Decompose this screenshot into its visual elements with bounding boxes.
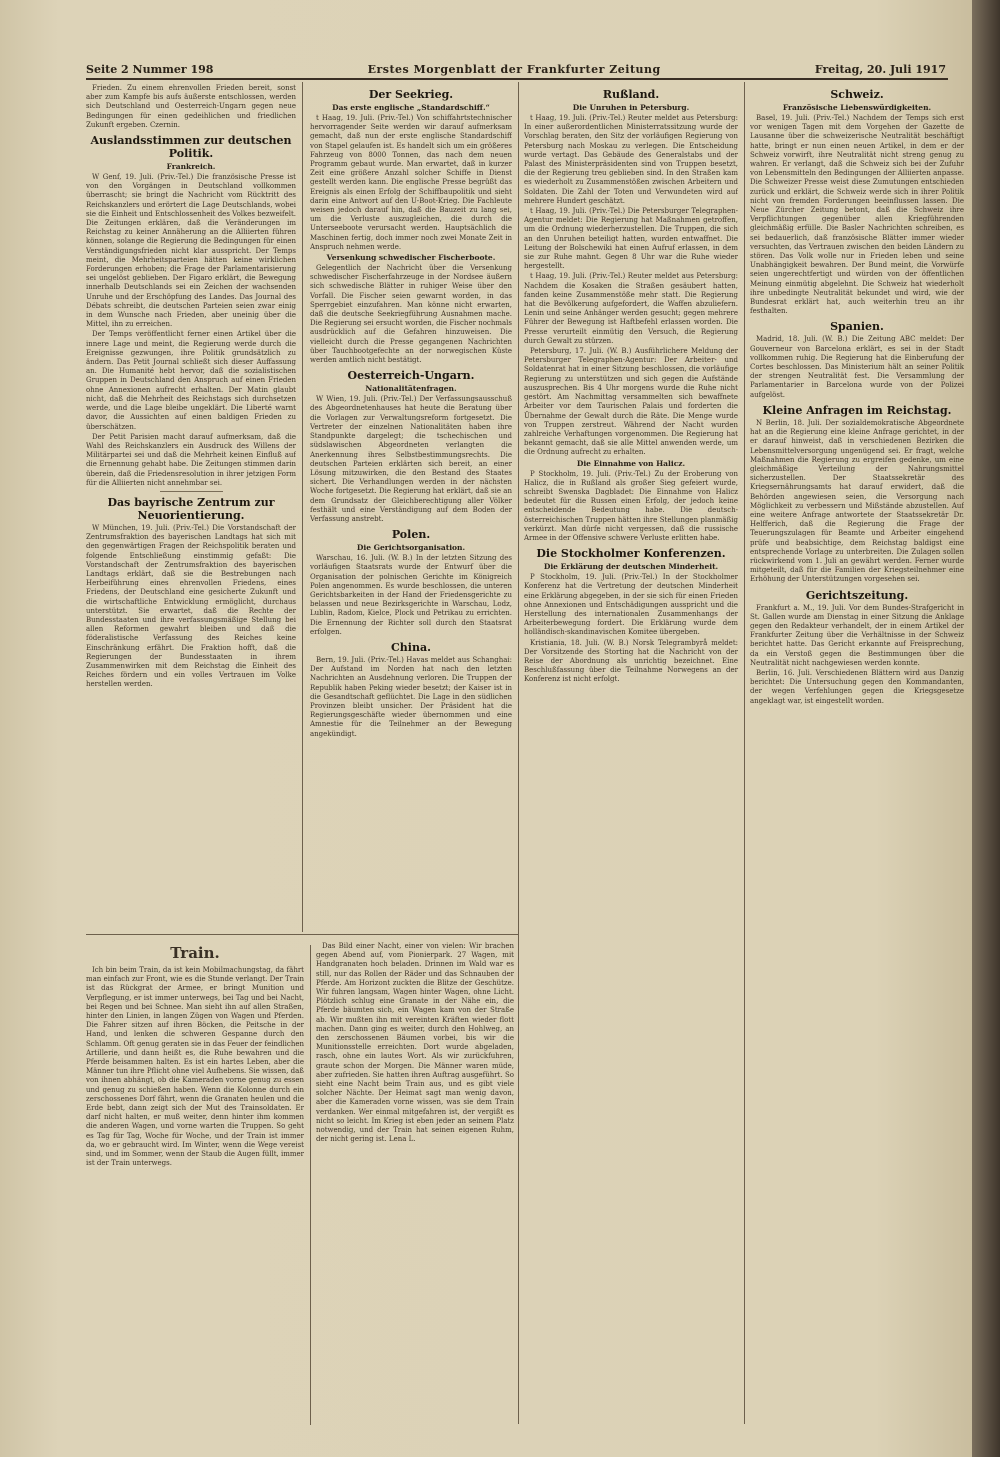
masthead [86, 60, 946, 78]
column-divider [302, 82, 303, 932]
page-number: Seite 2 Nummer 198 [86, 62, 214, 76]
issue-date: Freitag, 20. Juli 1917 [814, 62, 946, 76]
feuilleton-rule [86, 934, 518, 935]
column-divider [744, 82, 745, 1424]
intro-paragraph: Frieden. Zu einem ehrenvollen Frieden bereit, sonst aber zum Kampfe bis aufs äußerste entschlossen, werden sich Deutschland und Oesterreich-Ungarn gegen neue Bedingungen für einen gedeihlichen und friedlichen Zukunft ergeben. Czernin. [86, 84, 296, 129]
subhead-french-courtesies: Französische Liebenswürdigkeiten. [782, 103, 932, 112]
feuilleton-column-a [86, 942, 304, 1422]
article-paragraph: t Haag, 19. Juli. (Priv.-Tel.) Reuter meldet aus Petersburg: In einer außerordentlichen Ministerratssitzung wurde der Vorschlag beraten, den Sitz der vorläufigen Regierung von Petersburg nach Moskau zu verlegen. Die Entscheidung wurde vertagt. Das Gebäude des Generalstabs und der Palast des Ministerpräsidenten sind von Truppen besetzt, die der Regierung treu geblieben sind. In den Straßen kam es wiederholt zu Zusammenstößen zwischen Arbeitern und Soldaten. Die Zahl der Toten und Verwundeten wird auf mehrere Hundert geschätzt. [524, 114, 738, 205]
subhead-petersburg: Die Unruhen in Petersburg. [572, 103, 690, 112]
column-switzerland [750, 84, 964, 1419]
headline-spain: Spanien. [830, 320, 884, 334]
column-divider [518, 82, 519, 1424]
subhead-nationalities: Nationalitätenfragen. [365, 384, 457, 394]
article-paragraph: Der Petit Parisien macht darauf aufmerksam, daß die Wahl des Reichskanzlers ein Ausdruck des Willens der Militärpartei sei und daß die Mehrheit keinen Einfluß auf die Ernennung gehabt habe. Die Zeitungen stimmen darin überein, daß die Friedensresolution in ihrer jetzigen Form für die Alliierten nicht annehmbar sei. [86, 432, 296, 487]
article-paragraph: Frankfurt a. M., 19. Juli. Vor dem Bundes-Strafgericht in St. Gallen wurde am Dienstag in einer Sitzung die Anklage gegen den Redakteur verhandelt, der in einem Artikel der Frankfurter Zeitung über die Verhältnisse in der Schweiz berichtet hatte. Das Gericht erkannte auf Freisprechung, da ein Verstoß gegen die Bestimmungen über die Neutralität nicht nachgewiesen werden konnte. [750, 603, 964, 667]
feuilleton-title: Train. [170, 944, 220, 962]
article-paragraph: Bern, 19. Juli. (Priv.-Tel.) Havas meldet aus Schanghai: Der Aufstand im Norden hat nach den letzten Nachrichten an Ausdehnung verloren. Die Truppen der Republik haben Peking wieder besetzt; der Kaiser ist in die Gesandtschaft geflüchtet. Die Lage in den südlichen Provinzen bleibt unsicher. Der Präsident hat die Regierungsgeschäfte wieder übernommen und eine Amnestie für die Teilnehmer an der Bewegung angekündigt. [310, 655, 512, 738]
subhead-france: Frankreich. [166, 162, 216, 172]
article-paragraph: Kristiania, 18. Juli. (W. B.) Norsk Telegrambyrå meldet: Der Vorsitzende des Storting hat die Nachricht von der Reise der Abordnung als unrichtig bezeichnet. Eine Beschlußfassung über die Teilnahme Norwegens an der Konferenz ist nicht erfolgt. [524, 638, 738, 684]
divider [160, 491, 223, 492]
headline-court-news: Gerichtszeitung. [805, 588, 909, 602]
column-russia [524, 84, 738, 1419]
article-paragraph: W München, 19. Juli. (Priv.-Tel.) Die Vorstandschaft der Zentrumsfraktion des bayerischen Landtags hat sich mit den gegenwärtigen Fragen der Reichspolitik beraten und folgende Entschließung einstimmig gefaßt: Die Vorstandschaft der Zentrumsfraktion des bayerischen Landtags erklärt, daß sie die Bestrebungen nach Herbeiführung eines ehrenvollen Friedens, eines Friedens, der Deutschland eine gesicherte Zukunft und die wirtschaftliche Entwicklung ermöglicht, durchaus unterstützt. Sie erwartet, daß die Rechte der Bundesstaaten und ihre verfassungsmäßige Stellung bei allen Reformen gewahrt bleiben und daß die föderalistische Verfassung des Reiches keine Einschränkung erfährt. Die Fraktion hofft, daß die Regierungen der Bundesstaaten in ihrem Zusammenwirken mit dem Reichstag die Einheit des Reiches fördern und ein volles Vertrauen im Volke herstellen werden. [86, 523, 296, 689]
headline-switzerland: Schweiz. [830, 88, 884, 101]
article-paragraph: Warschau, 16. Juli. (W. B.) In der letzten Sitzung des vorläufigen Staatsrats wurde der Entwurf über die Organisation der polnischen Gerichte im Königreich Polen angenommen. Es wurde beschlossen, die unteren Gerichtsbarkeiten in der Hand der Friedensgerichte zu belassen und neue Bezirksgerichte in Warschau, Lodz, Lublin, Radom, Kielce, Plock und Petrikau zu errichten. Die Ernennung der Richter soll durch den Staatsrat erfolgen. [310, 554, 512, 636]
subhead-minority-statement: Die Erklärung der deutschen Minderheit. [543, 562, 719, 572]
article-paragraph: Madrid, 18. Juli. (W. B.) Die Zeitung ABC meldet: Der Gouverneur von Barcelona erklärt, es sei in der Stadt vollkommen ruhig. Die Regierung hat die Einberufung der Cortes beschlossen. Das Ministerium hält an seiner Politik der strengen Neutralität fest. Die Versammlung der Parlamentarier in Barcelona wurde von der Polizei aufgelöst. [750, 335, 964, 399]
article-paragraph: P Stockholm, 19. Juli. (Priv.-Tel.) Zu der Eroberung von Halicz, die in Rußland als großer Sieg gefeiert wurde, schreibt Swenska Dagbladet: Die Einnahme von Halicz bedeutet für die Russen einen Erfolg, der jedoch keine entscheidende Bedeutung habe. Die deutsch-österreichischen Truppen hätten ihre Stellungen planmäßig verkürzt. Man dürfe nicht vergessen, daß die russische Armee in der Offensive schwere Verluste erlitten habe. [524, 469, 738, 542]
subhead-halicz: Die Einnahme von Halicz. [576, 458, 686, 468]
article-paragraph: t Haag, 19. Juli. (Priv.-Tel.) Reuter meldet aus Petersburg: Nachdem die Kosaken die Straßen gesäubert hatten, fanden keine Zusammenstöße mehr statt. Die Regierung hat die Bevölkerung aufgefordert, die Waffen abzuliefern. Lenin und seine Anhänger werden gesucht; gegen mehrere Führer der Bewegung ist Haftbefehl erlassen worden. Die Presse verurteilt einmütig den Versuch, die Regierung durch Gewalt zu stürzen. [524, 272, 738, 345]
headline-poland: Polen. [391, 528, 431, 542]
masthead-rule [86, 78, 948, 80]
headline-russia: Rußland. [602, 88, 660, 101]
article-paragraph: P Stockholm, 19. Juli. (Priv.-Tel.) In der Stockholmer Konferenz hat die Vertretung der deutschen Minderheit eine Erklärung abgegeben, in der sie sich für einen Frieden ohne Annexionen und Entschädigungen ausspricht und die Herstellung des internationalen Zusammenhangs der Arbeiterbewegung fordert. Die Erklärung wurde dem holländisch-skandinavischen Komitee übergeben. [524, 573, 738, 637]
column-divider [310, 945, 311, 1425]
feuilleton-paragraph: Ich bin beim Train, da ist kein Mobilmachungstag, da fährt man einfach zur Front, wie es die Stunde verlangt. Der Train ist das Rückgrat der Armee, er bringt Munition und Verpflegung, er ist immer unterwegs, bei Tag und bei Nacht, bei Regen und bei Schnee. Man sieht ihn auf allen Straßen, hinter den Linien, in langen Zügen von Wagen und Pferden. Die Fahrer sitzen auf ihren Böcken, die Peitsche in der Hand, und lenken die schweren Gespanne durch den Schlamm. Oft genug geraten sie in das Feuer der feindlichen Artillerie, und dann heißt es, die Ruhe bewahren und die Pferde beisammen halten. Es ist ein hartes Leben, aber die Männer tun ihre Pflicht ohne viel Aufhebens. Sie wissen, daß von ihnen abhängt, ob die Kameraden vorne genug zu essen und genug zu schießen haben. Wenn die Kolonne durch ein zerschossenes Dorf fährt, wenn die Granaten heulen und die Erde bebt, dann zeigt sich der Mut des Trainsoldaten. Er darf nicht halten, er muß weiter, denn hinter ihm kommen die anderen Wagen, und vorne warten die Truppen. So geht es Tag für Tag, Woche für Woche, und der Train ist immer da, wo er gebraucht wird. Im Winter, wenn die Wege vereist sind, und im Sommer, wenn der Staub die Augen füllt, immer ist der Train unterwegs. [86, 966, 304, 1168]
headline-naval-war: Der Seekrieg. [368, 88, 454, 101]
subhead-courts: Die Gerichtsorganisation. [356, 543, 466, 553]
article-paragraph: N Berlin, 18. Juli. Der sozialdemokratische Abgeordnete hat an die Regierung eine kleine Anfrage gerichtet, in der er darauf hinweist, daß in verschiedenen Bezirken die Lebensmittelversorgung ungenügend sei. Er fragt, welche Maßnahmen die Regierung zu ergreifen gedenke, um eine gleichmäßige Verteilung der Nahrungsmittel sicherzustellen. Der Staatssekretär des Kriegsernährungsamts hat darauf erwidert, daß die Behörden angewiesen seien, die Versorgung nach Möglichkeit zu verbessern und Mißstände abzustellen. Auf eine weitere Anfrage antwortete der Staatssekretär Dr. Helfferich, daß die Regierung die Frage der Teuerungszulagen für Beamte und Arbeiter eingehend prüfe und beabsichtige, dem Reichstag baldigst eine entsprechende Vorlage zu unterbreiten. Die Zulagen sollen rückwirkend vom 1. Juli an gewährt werden. Ferner wurde mitgeteilt, daß für die Familien der Kriegsteilnehmer eine Erhöhung der Unterstützungen vorgesehen sei. [750, 418, 964, 584]
newspaper-title: Erstes Morgenblatt der Frankfurter Zeitung [367, 62, 661, 76]
subhead-swedish-boats: Versenkung schwedischer Fischerboote. [326, 253, 496, 263]
article-paragraph: t Haag, 19. Juli. (Priv.-Tel.) Von schiffahrtstechnischer hervorragender Seite werden wir darauf aufmerksam gemacht, daß nun der erste englische Standardschiff von Stapel gelaufen ist. Es handelt sich um ein größeres Fahrzeug von 8000 Tonnen, das nach dem neuen Programm gebaut wurde. Man erwartet, daß in kurzer Zeit eine größere Anzahl solcher Schiffe in Dienst gestellt werden kann. Die englische Presse begrüßt das Ereignis als einen Erfolg der Schiffbaupolitik und sieht darin eine Antwort auf den U-Boot-Krieg. Die Fachleute weisen jedoch darauf hin, daß die Bauzeit zu lang sei, um die Verluste auszugleichen, die durch die Unterseeboote verursacht werden. Hauptsächlich die Maschinen fertig, doch immer noch zwei Monate Zeit in Anspruch nehmen werde. [310, 114, 512, 251]
article-paragraph: Petersburg, 17. Juli. (W. B.) Ausführlichere Meldung der Petersburger Telegraphen-Agentur: Der Arbeiter- und Soldatenrat hat in einer Sitzung beschlossen, die vorläufige Regierung zu unterstützen und sich gegen die Aufstände auszusprechen. Bis 4 Uhr morgens wurde die Ruhe nicht gestört. Am Nachmittag versammelten sich bewaffnete Arbeiter vor dem Taurischen Palais und forderten die Übernahme der Gewalt durch die Räte. Die Menge wurde von Truppen zerstreut. Während der Nacht wurden zahlreiche Verhaftungen vorgenommen. Die Regierung hat bekannt gemacht, daß sie alle Mittel anwenden werde, um die Ordnung aufrecht zu erhalten. [524, 347, 738, 457]
article-paragraph: t Haag, 19. Juli. (Priv.-Tel.) Die Petersburger Telegraphen-Agentur meldet: Die Regierung hat Maßnahmen getroffen, um die Ordnung wiederherzustellen. Die Truppen, die sich an den Unruhen beteiligt hatten, wurden entwaffnet. Die Leitung der Bolschewiki hat einen Aufruf erlassen, in dem sie zur Ruhe mahnt. Gegen 8 Uhr war die Ruhe wieder hergestellt. [524, 207, 738, 271]
article-paragraph: W Genf, 19. Juli. (Priv.-Tel.) Die französische Presse ist von den Vorgängen in Deutschland vollkommen überrascht; sie bringt die Nachricht vom Rücktritt des Reichskanzlers und erörtert die Lage Deutschlands, wobei sie die Einheit und Entschlossenheit des Volkes bezweifelt. Die Zeitungen erklären, daß die Veränderungen im Reichstag zu keiner Annäherung an die Alliierten führen können, solange die Regierung die Bedingungen für einen Verständigungsfrieden nicht klar ausspricht. Der Temps meint, die Mehrheitsparteien hätten keine wirklichen Forderungen erhoben; die Frage der Parlamentarisierung sei ungelöst geblieben. Der Figaro erklärt, die Bewegung innerhalb Deutschlands sei ein Zeichen der wachsenden Unruhe und der Erschöpfung des Landes. Das Journal des Débats schreibt, die deutschen Parteien seien zwar einig in dem Wunsche nach Frieden, aber uneinig über die Mittel, ihn zu erreichen. [86, 173, 296, 329]
feuilleton-column-b [316, 942, 514, 1422]
headline-austria-hungary: Oesterreich-Ungarn. [347, 369, 475, 383]
article-paragraph: Gelegentlich der Nachricht über die Versenkung schwedischer Fischerfahrzeuge in der Nordsee äußern sich schwedische Blätter in ruhiger Weise über den Vorfall. Die Fischer seien gewarnt worden, in das Sperrgebiet einzufahren. Man könne nicht erwarten, daß die deutsche Seekriegführung Ausnahmen mache. Die Regierung sei ersucht worden, die Fischer nochmals ausdrücklich auf die Gefahren hinzuweisen. Die vielleicht durch die Presse gegangenen Nachrichten über Tauchbootgefechte an der norwegischen Küste werden amtlich nicht bestätigt. [310, 264, 512, 365]
headline-foreign-voices: Auslandsstimmen zur deutschen Politik. [90, 134, 292, 161]
column-war [310, 84, 512, 929]
book-binding [972, 0, 1000, 1457]
column-politics [86, 84, 296, 929]
subhead-standard-ship: Das erste englische „Standardschiff.“ [332, 103, 490, 112]
article-paragraph: Der Temps veröffentlicht ferner einen Artikel über die innere Lage und meint, die Regierung werde durch die Ereignisse gezwungen, ihre Politik grundsätzlich zu ändern. Das Petit Journal schließt sich dieser Auffassung an. Die Humanité hebt hervor, daß die sozialistischen Gruppen in Deutschland den Anspruch auf einen Frieden ohne Annexionen aufrecht erhalten. Der Matin glaubt nicht, daß die Mehrheit des Reichstags sich durchsetzen werde, und die Lage bleibe ungeklärt. Die Liberté warnt davor, die Aussichten auf einen baldigen Frieden zu überschätzen. [86, 330, 296, 431]
headline-china: China. [391, 640, 431, 654]
headline-reichstag-questions: Kleine Anfragen im Reichstag. [762, 403, 952, 417]
headline-stockholm: Die Stockholmer Konferenzen. [536, 547, 726, 561]
headline-bavarian-center: Das bayrische Zentrum zur Neuorientierung. [107, 495, 275, 522]
article-paragraph: W Wien, 19. Juli. (Priv.-Tel.) Der Verfassungsausschuß des Abgeordnetenhauses hat heute die Beratung über die Vorlagen zur Verwaltungsreform fortgesetzt. Die Vertreter der einzelnen Nationalitäten haben ihre Standpunkte dargelegt; die tschechischen und südslawischen Abgeordneten verlangten die Anerkennung ihres Selbstbestimmungsrechts. Die deutschen Parteien erklärten sich bereit, an einer Lösung mitzuwirken, die den Bestand des Staates sichert. Die Verhandlungen werden in der nächsten Woche fortgesetzt. Die Regierung hat erklärt, daß sie an dem Grundsatz der Gleichberechtigung aller Völker festhält und eine Verständigung auf dem Boden der Verfassung anstrebt. [310, 395, 512, 523]
article-paragraph: Berlin, 16. Juli. Verschiedenen Blättern wird aus Danzig berichtet: Die Untersuchung gegen den Kommandanten, der wegen Verfehlungen gegen die Kriegsgesetze angeklagt war, ist eingestellt worden. [750, 668, 964, 705]
article-paragraph: Basel, 19. Juli. (Priv.-Tel.) Nachdem der Temps sich erst vor wenigen Tagen mit dem Vorgehen der Gazette de Lausanne über die schweizerische Neutralität beschäftigt hatte, bringt er nun einen neuen Artikel, in dem er der Schweiz vorwirft, ihre Neutralität nicht streng genug zu wahren. Er verlangt, daß die Schweiz sich bei der Zufuhr von Lebensmitteln den Bedingungen der Alliierten anpasse. Die Schweizer Presse weist diese Zumutungen entschieden zurück und erklärt, die Schweiz werde sich in ihrer Politik nicht von fremden Forderungen beeinflussen lassen. Die Neue Zürcher Zeitung betont, daß die Schweiz ihre Verpflichtungen gegenüber allen Kriegführenden gleichmäßig erfülle. Die Basler Nachrichten schreiben, es sei bedauerlich, daß französische Blätter immer wieder versuchten, das Vertrauen zwischen den beiden Ländern zu stören. Das Volk wolle nur in Frieden leben und seine Unabhängigkeit bewahren. Der Bund meint, die Vorwürfe seien ungerechtfertigt und würden von der öffentlichen Meinung einmütig abgelehnt. Die Schweiz hat wiederholt ihre unbedingte Neutralität bekundet und wird, wie der Bundesrat erklärt hat, auch weiterhin treu an ihr festhalten. [750, 114, 964, 316]
feuilleton-paragraph: Das Bild einer Nacht, einer von vielen: Wir brachen gegen Abend auf, vom Pionierpark. 27 Wagen, mit Handgranaten hoch beladen. Drinnen im Wald war es still, nur das Rollen der Räder und das Schnauben der Pferde. Am Horizont zuckten die Blitze der Geschütze. Wir fuhren langsam, Wagen hinter Wagen, ohne Licht. Plötzlich schlug eine Granate in der Nähe ein, die Pferde bäumten sich, ein Wagen kam von der Straße ab. Wir mußten ihn mit vereinten Kräften wieder flott machen. Dann ging es weiter, durch den Hohlweg, an den zerschossenen Bäumen vorbei, bis wir die Munitionsstelle erreichten. Dort wurde abgeladen, rasch, ohne ein lautes Wort. Als wir zurückfuhren, graute schon der Morgen. Die Männer waren müde, aber zufrieden. Sie hatten ihren Auftrag ausgeführt. So sieht eine Nacht beim Train aus, und es gibt viele solcher Nächte. Der Heimat sagt man wenig davon, aber die Kameraden vorne wissen, was sie dem Train verdanken. Wer einmal mitgefahren ist, der vergißt es nicht so leicht. Im Krieg ist eben jeder an seinem Platz notwendig, und der Train hat seinen eigenen Ruhm, der nicht gering ist. Lena L. [316, 942, 514, 1144]
